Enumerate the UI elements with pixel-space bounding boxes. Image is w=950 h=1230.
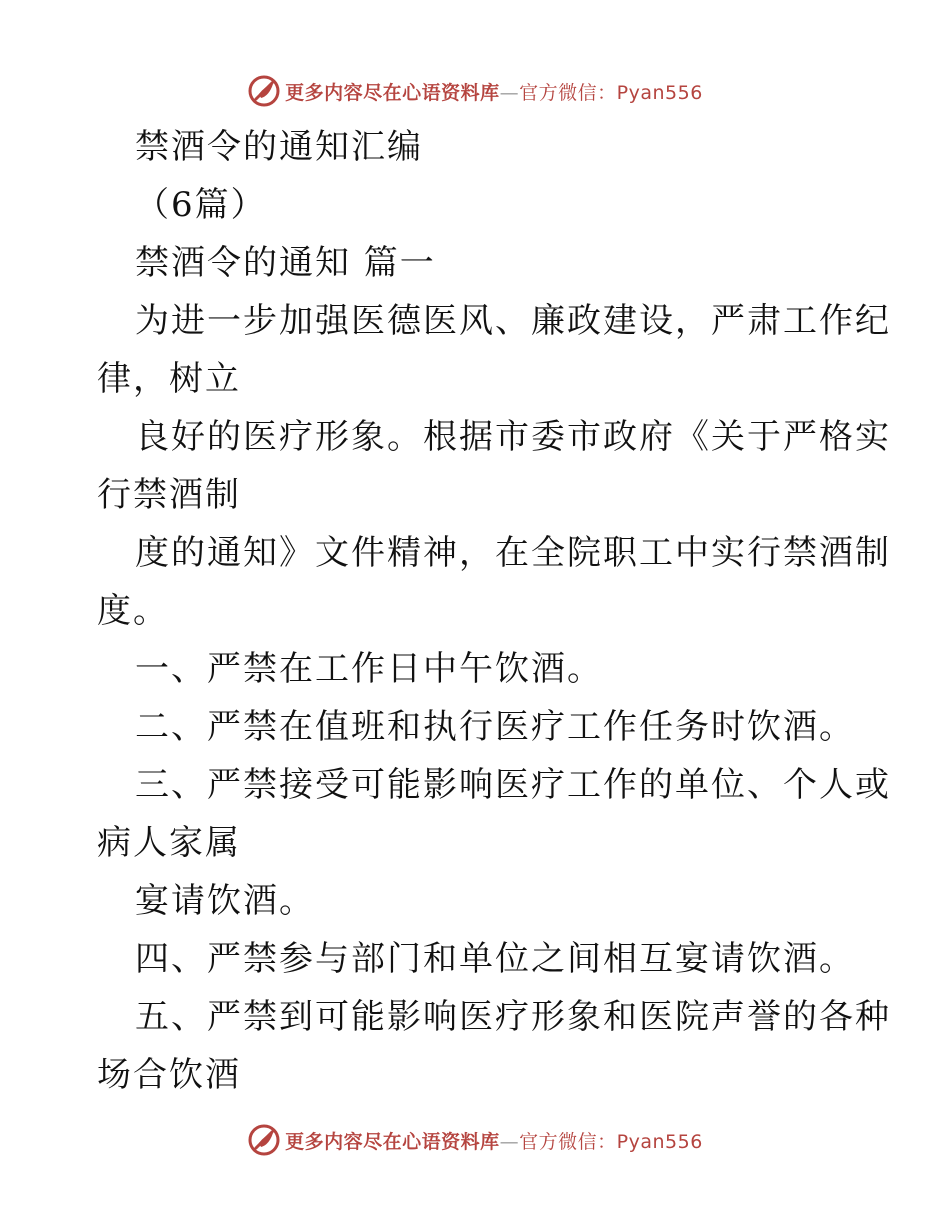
rule-item-continuation: 宴请饮酒。 [135, 881, 315, 921]
document-subtitle: （6篇） [135, 185, 267, 225]
paragraph-line: 律，树立 [97, 359, 241, 399]
paragraph-line: 为进一步加强医德医风、廉政建设，严肃工作纪 [135, 301, 891, 341]
watermark-separator: — [499, 81, 520, 104]
watermark-text [285, 78, 703, 105]
watermark-main: 更多内容尽在心语资料库 [285, 1130, 500, 1153]
rule-item: 三、严禁接受可能影响医疗工作的单位、个人或 [135, 765, 891, 805]
watermark-wechat: 官方微信：Pyan556 [519, 81, 703, 104]
paragraph-line: 度的通知》文件精神，在全院职工中实行禁酒制 [135, 533, 891, 573]
rule-item-continuation: 场合饮酒 [97, 1055, 241, 1095]
quill-logo-icon [247, 74, 281, 108]
rule-item-continuation: 病人家属 [97, 823, 241, 863]
paragraph-line: 行禁酒制 [97, 475, 241, 515]
rule-item: 一、严禁在工作日中午饮酒。 [135, 649, 603, 689]
header-watermark [0, 71, 950, 111]
watermark-text [285, 1127, 703, 1154]
paragraph-line: 度。 [97, 591, 169, 631]
watermark-separator: — [499, 1130, 520, 1153]
rule-item: 五、严禁到可能影响医疗形象和医院声誉的各种 [135, 997, 891, 1037]
footer-watermark [0, 1120, 950, 1160]
document-body [97, 118, 891, 1104]
rule-item: 四、严禁参与部门和单位之间相互宴请饮酒。 [135, 939, 855, 979]
watermark-wechat: 官方微信：Pyan556 [519, 1130, 703, 1153]
paragraph-line: 良好的医疗形象。根据市委市政府《关于严格实 [135, 417, 891, 457]
quill-logo-icon [247, 1123, 281, 1157]
rule-item: 二、严禁在值班和执行医疗工作任务时饮酒。 [135, 707, 855, 747]
document-title: 禁酒令的通知汇编 [135, 127, 423, 167]
section-heading: 禁酒令的通知 篇一 [135, 243, 436, 283]
watermark-main: 更多内容尽在心语资料库 [285, 81, 500, 104]
